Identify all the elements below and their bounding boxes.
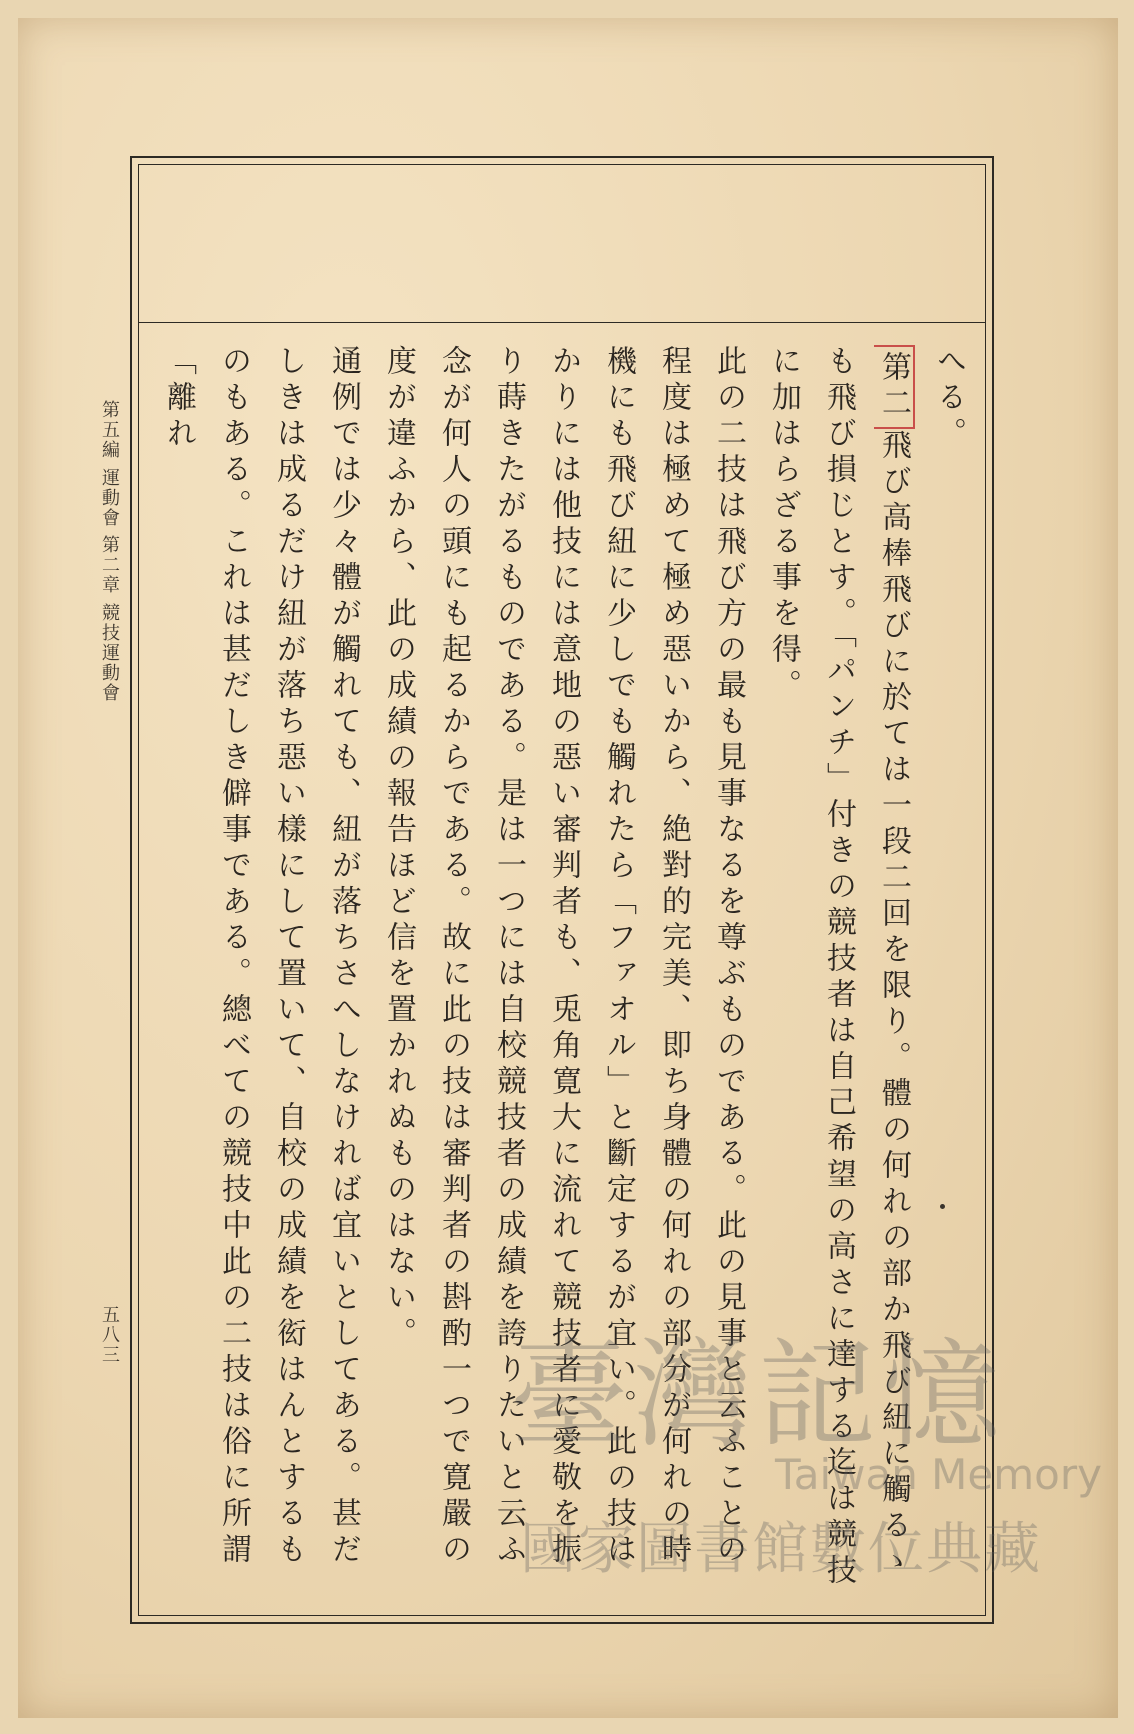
- paragraph-text: 此の二技は飛び方の最も見事なるを尊ぶものである。此の見事と云ふことの程度は極めて極め惡いから、絶對的完美、即ち身體の何れの部分が何れの時機にも飛び紐に少しでも觸れたら「ファオル」と斷定するが宜い。此の技はかりには他技には意地の惡い審判者も、兎角寛大に流れて競技者に愛敬を振り蒔きたがるものである。是は一つには自校競技者の成績を誇りたいと云ふ念が何人の頭にも起るからである。故に此の技は審判者の斟酌一つで寛嚴の度が違ふから、此の成績の報告ほど信を置かれぬものはない。: [381, 345, 746, 1569]
- paragraph-text: 飛び高棒飛びに於ては一段二回を限り。體の何れの部か飛び紐に觸るゝも飛び損じとす。「パンチ」付きの競技者は自己希望の高さに達する迄は競技に加はらざる事を得。: [766, 345, 911, 1590]
- paragraph-2: [756, 345, 921, 1600]
- watermark-english: Taiwan Memory: [775, 1450, 1102, 1499]
- watermark-title: 臺灣記憶: [510, 1326, 1007, 1464]
- header-rule: [138, 322, 986, 323]
- ink-speck: [940, 1204, 945, 1209]
- paragraph-text: 通例では少々體が觸れても、紐が落ちさへしなければ宜いとしてある。甚だしきは成るだけ紐が落ち惡い樣にして置いて、自校の成績を衒はんとするものもある。これは甚だしき僻事である。總べての競技中此の二技は俗に所謂「離れ: [161, 345, 361, 1569]
- running-head: [96, 400, 122, 800]
- paragraph-3: [371, 345, 756, 1600]
- running-head-part: 第二章: [99, 535, 120, 596]
- running-head-part: 競技運動會: [99, 603, 120, 704]
- paragraph-1: [921, 345, 976, 1600]
- paragraph-4: [151, 345, 371, 1600]
- running-head-part: 第五編: [99, 400, 120, 460]
- body-text: [150, 345, 976, 1600]
- section-heading: 第二: [874, 345, 915, 429]
- watermark-subtitle: 國家圖書館數位典藏: [520, 1517, 1042, 1582]
- page-number: 五八三: [99, 1305, 120, 1365]
- running-head-part: 運動會: [99, 467, 120, 528]
- paragraph-text: へる。: [931, 345, 966, 453]
